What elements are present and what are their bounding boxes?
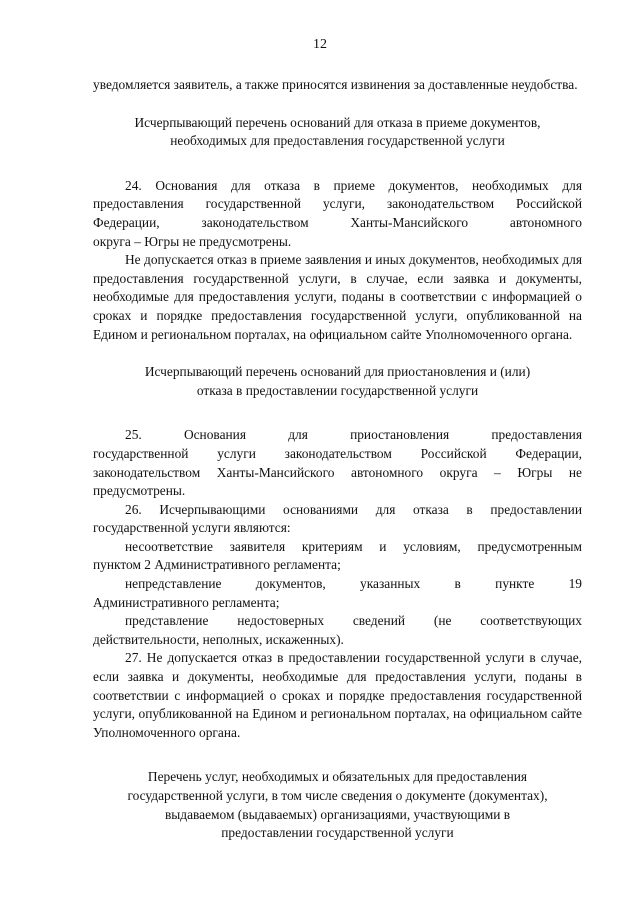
heading-line: выдаваемом (выдаваемых) организациями, участвующими в [164,806,511,822]
heading-line: Перечень услуг, необходимых и обязательных для предоставления [147,769,528,785]
refusal-reasons-list [93,538,582,650]
heading-line: предоставлении государственной услуги [221,825,454,841]
list-item-line: несоответствие заявителя критериям и условиям, предусмотренным [125,538,582,554]
paragraph-27: 27. Не допускается отказ в предоставлении государственной услуги в случае, если заявка и документы, необходимые для предоставления услуги, поданы в соответствии с информацией о сроках и порядке предоставления государственной услуги, опубликованной на Едином и региональном порталах, на официальном сайте Уполномоченного органа. [93,650,582,740]
paragraph-25 [93,426,582,500]
intro-paragraph: уведомляется заявитель, а также приносятся извинения за доставленные неудобства. [93,77,578,92]
paragraph-line: округа – Югры не предусмотрены. [93,233,292,249]
heading-line: государственной услуги, в том числе сведения о документе (документах), [127,788,548,803]
paragraph-24 [93,177,582,251]
paragraph-26: 26. Исчерпывающими основаниями для отказа в предоставлении государственной услуги являются: [93,501,582,536]
paragraph-line: государственной услуги законодательством Российской Федерации, законодательством Ханты-Мансийского автономного округа – Югры не предусмотрены. [93,445,582,499]
list-item-line: непредставление документов, указанных в пункте 19 [125,576,582,592]
heading-related-services [93,768,582,842]
paragraph-line: предоставления государственной услуги, законодательством Российской [93,196,582,212]
heading-refusal-acceptance [93,114,582,151]
paragraph-line: 25. Основания для приостановления предоставления [125,427,582,443]
heading-suspension-refusal [93,363,582,400]
paragraph-not-allowed-acceptance: Не допускается отказ в приеме заявления и иных документов, необходимых для предоставления государственной услуги, в случае, если заявка и документы, необходимые для предоставления услуги, поданы в соответствии с информацией о сроках и порядке предоставления государственной услуги, опубликованной на Едином и региональном порталах, на официальном сайте Уполномоченного органа. [93,252,582,342]
list-item [93,575,582,612]
list-item-line: Административного регламента; [93,594,280,610]
heading-line: отказа в предоставлении государственной услуги [196,382,479,398]
list-item-line: действительности, неполных, искаженных). [93,631,344,647]
paragraph-line: Федерации, законодательством Ханты-Мансийского автономного [93,214,582,230]
page-number: 12 [313,37,327,52]
list-item-line: представление недостоверных сведений (не соответствующих [125,613,582,629]
document-body [93,76,582,843]
heading-line: Исчерпывающий перечень оснований для приостановления и (или) [144,364,531,380]
heading-line: необходимых для предоставления государственной услуги [170,133,505,149]
list-item [93,538,582,575]
list-item [93,612,582,649]
heading-line: Исчерпывающий перечень оснований для отказа в приеме документов, [134,114,541,130]
paragraph-line: 24. Основания для отказа в приеме документов, необходимых для [125,177,582,193]
list-item-line: пунктом 2 Административного регламента; [93,557,341,573]
